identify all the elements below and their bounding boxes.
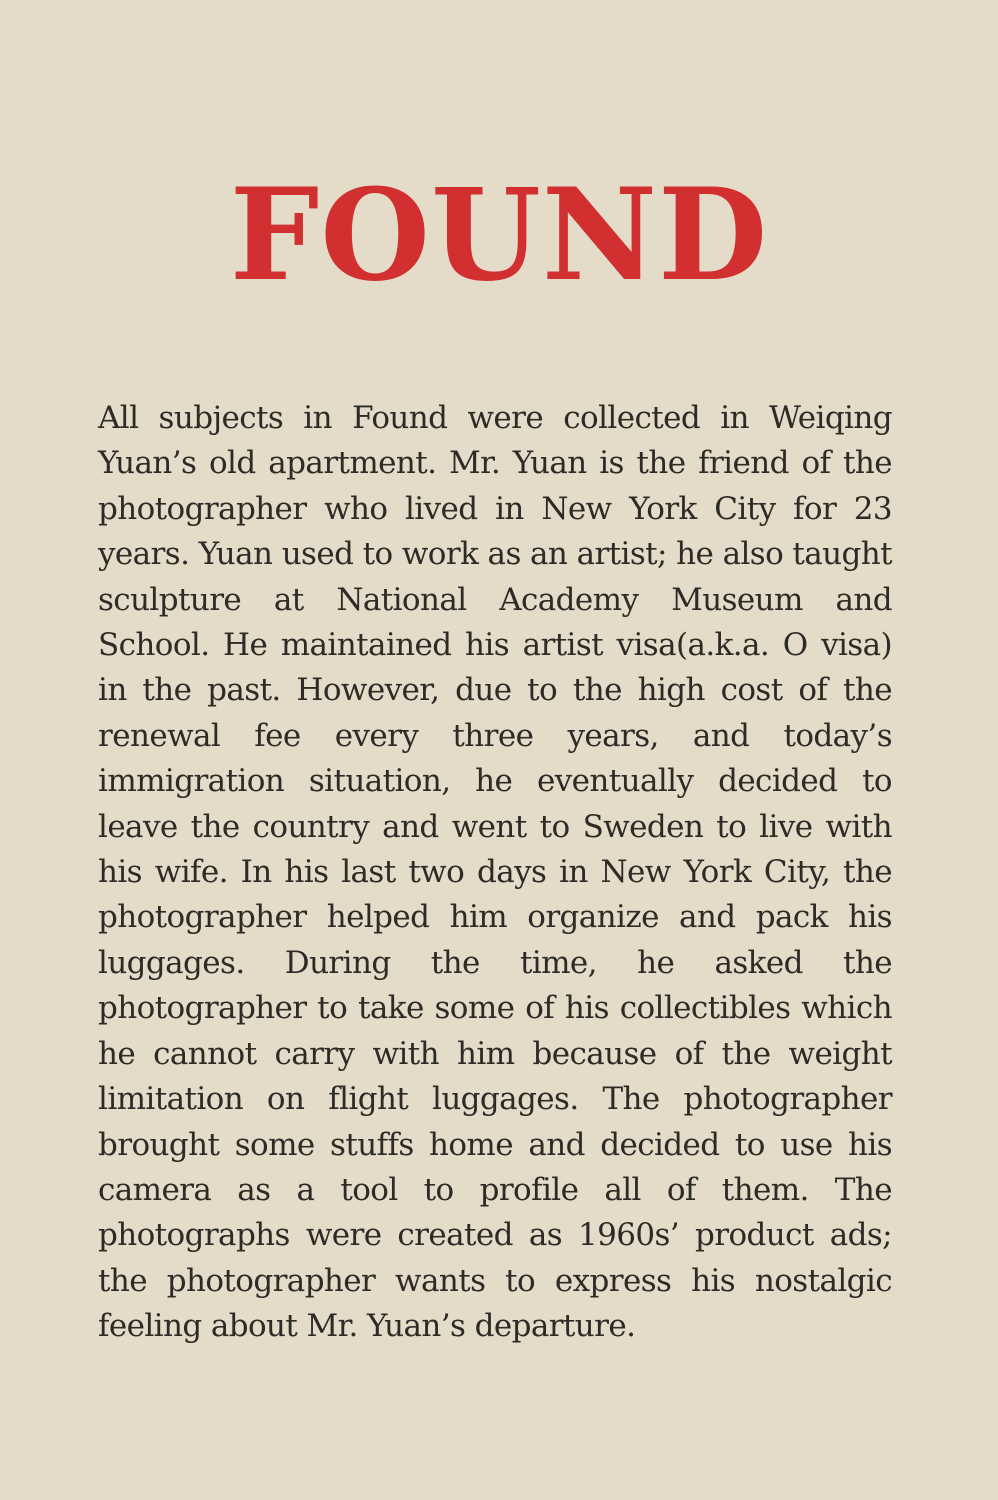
body-paragraph: All subjects in Found were collected in Weiqing Yuan’s old apartment. Mr. Yuan is the friend of the photographer who lived in New York City for 23 years. Yuan used to work as an artist; he also taught sculpture at National Academy Museum and School. He maintained his artist visa(a.k.a. O visa) in the past. However, due to the high cost of the renewal fee every three years, and today’s immigration situation, he eventually decided to leave the country and went to Sweden to live with his wife. In his last two days in New York City, the photographer helped him organize and pack his luggages. During the time, he asked the photographer to take some of his collectibles which he cannot carry with him because of the weight limitation on flight luggages. The photographer brought some stuffs home and decided to use his camera as a tool to profile all of them. The photographs were created as 1960s’ product ads; the photographer wants to express his nostalgic feeling about Mr. Yuan’s departure. [98, 400, 892, 1345]
page-title: FOUND [229, 161, 769, 309]
